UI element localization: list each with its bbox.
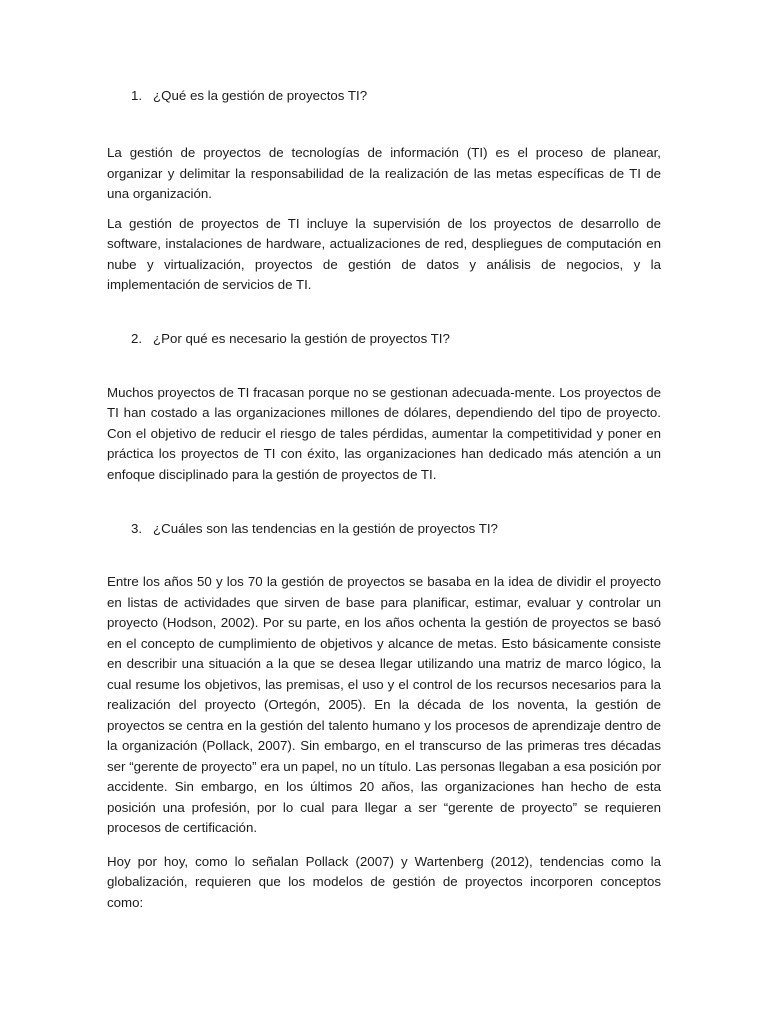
question-number: 3.	[131, 521, 143, 536]
paragraph-scope: La gestión de proyectos de TI incluye la supervisión de los proyectos de desarrollo de software, instalaciones de hardware, actualizaciones de red, despliegues de computación en nube y virtualización, proyectos de gestión de datos y análisis de negocios, y la implementación de servicios de TI.	[107, 215, 661, 292]
paragraph-definition: La gestión de proyectos de tecnologías de información (TI) es el proceso de planear, organizar y delimitar la responsabilidad de la realización de las metas específicas de TI de una organización.	[107, 145, 661, 201]
paragraph-necessity: Muchos proyectos de TI fracasan porque no se gestionan adecuada-mente. Los proyectos de TI han costado a las organizaciones millones de dólares, dependiendo del tipo de proyecto. Con el objetivo de reducir el riesgo de tales pérdidas, aumentar la competitividad y poner en práctica los proyectos de TI con éxito, las organizaciones han dedicado más atención a un enfoque disciplinado para la gestión de proyectos de TI.	[107, 384, 661, 482]
paragraph-trends: Hoy por hoy, como lo señalan Pollack (2007) y Wartenberg (2012), tendencias como la globalización, requieren que los modelos de gestión de proyectos incorporen conceptos como:	[107, 853, 661, 910]
question-text: ¿Qué es la gestión de proyectos TI?	[153, 88, 368, 103]
question-text: ¿Cuáles son las tendencias en la gestión de proyectos TI?	[153, 521, 498, 536]
question-number: 1.	[131, 88, 143, 103]
paragraph-history: Entre los años 50 y los 70 la gestión de proyectos se basaba en la idea de dividir el proyecto en listas de actividades que sirven de base para planificar, estimar, evaluar y controlar un proyecto (Hodson, 2002). Por su parte, en los años ochenta la gestión de proyectos se basó en el concepto de cumplimiento de objetivos y alcance de metas. Esto básicamente consiste en describir una situación a la que se desea llegar utilizando una matriz de marco lógico, la cual resume los objetivos, las premisas, el uso y el control de los recursos necesarios para la realización del proyecto (Ortegón, 2005). En la década de los noventa, la gestión de proyectos se centra en la gestión del talento humano y los procesos de aprendizaje dentro de la organización (Pollack, 2007). Sin embargo, en el transcurso de las primeras tres décadas ser “gerente de proyecto” era un papel, no un título. Las personas llegaban a esa posición por accidente. Sin embargo, en los últimos 20 años, las organizaciones han hecho de esta posición una profesión, por lo cual para llegar a ser “gerente de proyecto” se requieren procesos de certificación.	[107, 574, 661, 835]
question-heading-3	[131, 519, 661, 539]
document-body	[107, 86, 661, 913]
question-text: ¿Por qué es necesario la gestión de proyectos TI?	[153, 330, 450, 346]
question-heading-2	[131, 329, 661, 349]
question-heading-1	[131, 86, 661, 106]
question-number: 2.	[131, 330, 143, 346]
